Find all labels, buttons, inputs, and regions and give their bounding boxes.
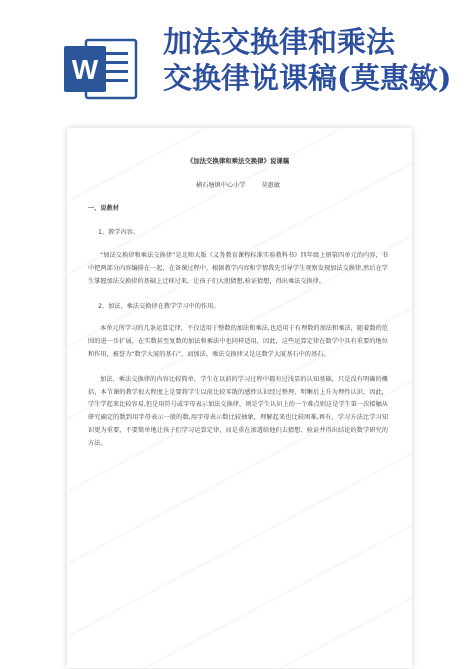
title-line-1: 加法交换律和乘法 [163, 25, 396, 59]
page-title [163, 24, 468, 96]
author-name: 莫惠敏 [261, 181, 281, 189]
word-icon-letter: W [71, 54, 99, 85]
paragraph-2: 本单元所学习的几条运算定律，不仅适用于整数的加法和乘法,也适用于有理数的加法和乘法，随着数的范围的进一步扩展，在实数甚至复数的加法和乘法中也同样适用，因此，这些运算定律在数学中具有重要的地位和作用，被誉为“数学大厦的基石”，而加法、乘法交换律又是这数学大厦基石中的基石。 [88, 325, 388, 358]
subheading-1: 1、教学内容。 [98, 229, 140, 237]
section-heading: 一、说教材 [88, 204, 119, 212]
document-title: 《加法交换律和乘法交换律》说课稿 [186, 157, 290, 165]
school-name: 横石塘镇中心小学 [195, 181, 246, 189]
document-byline [88, 180, 388, 193]
header-banner [0, 0, 474, 130]
title-line-2: 交换律说课稿(莫惠敏) [163, 61, 452, 95]
word-icon [62, 34, 140, 104]
document-body [88, 155, 388, 463]
paragraph-1: “加法交换律和乘法交换律”是北师大版《义务教育课程标准实验教科书》四年级上册第四单元的内容，书中把两部分内容编排在一起，在备课过程中，根据教学内容和学情我先引导学生观察发现加法交换律,然后在学生掌握加法交换律的基础上迁移过来，让孩子们大胆猜想,验证猜想，得出乘法交换律。 [88, 252, 388, 285]
paragraph-3: 加法、乘法交换律的内容比较简单，学生在以前的学习过程中都有过浅显的认知基础，只是没有明确的概括，本节课的教学很大程度上是要将学生以前比较零散的感性认识经过整理、明晰后上升为理性认识，因此，学生学起来比较容易,但是用符号或字母表示加法交换律，则是学生认识上的一个难点则这是学生第一次接触从研究确定的数到用字母表示一般的数,用字母表示数比较抽象，理解起来也比较困难,再有，学习方法比学习知识更为重要，不要简单地让孩子们学习运算定律，而是重在渗透给他们去猜想、验证并得出结论的数学研究的方法。 [88, 375, 388, 447]
subheading-2: 2、加法、乘法交换律在教学学习中的作用。 [98, 302, 220, 310]
